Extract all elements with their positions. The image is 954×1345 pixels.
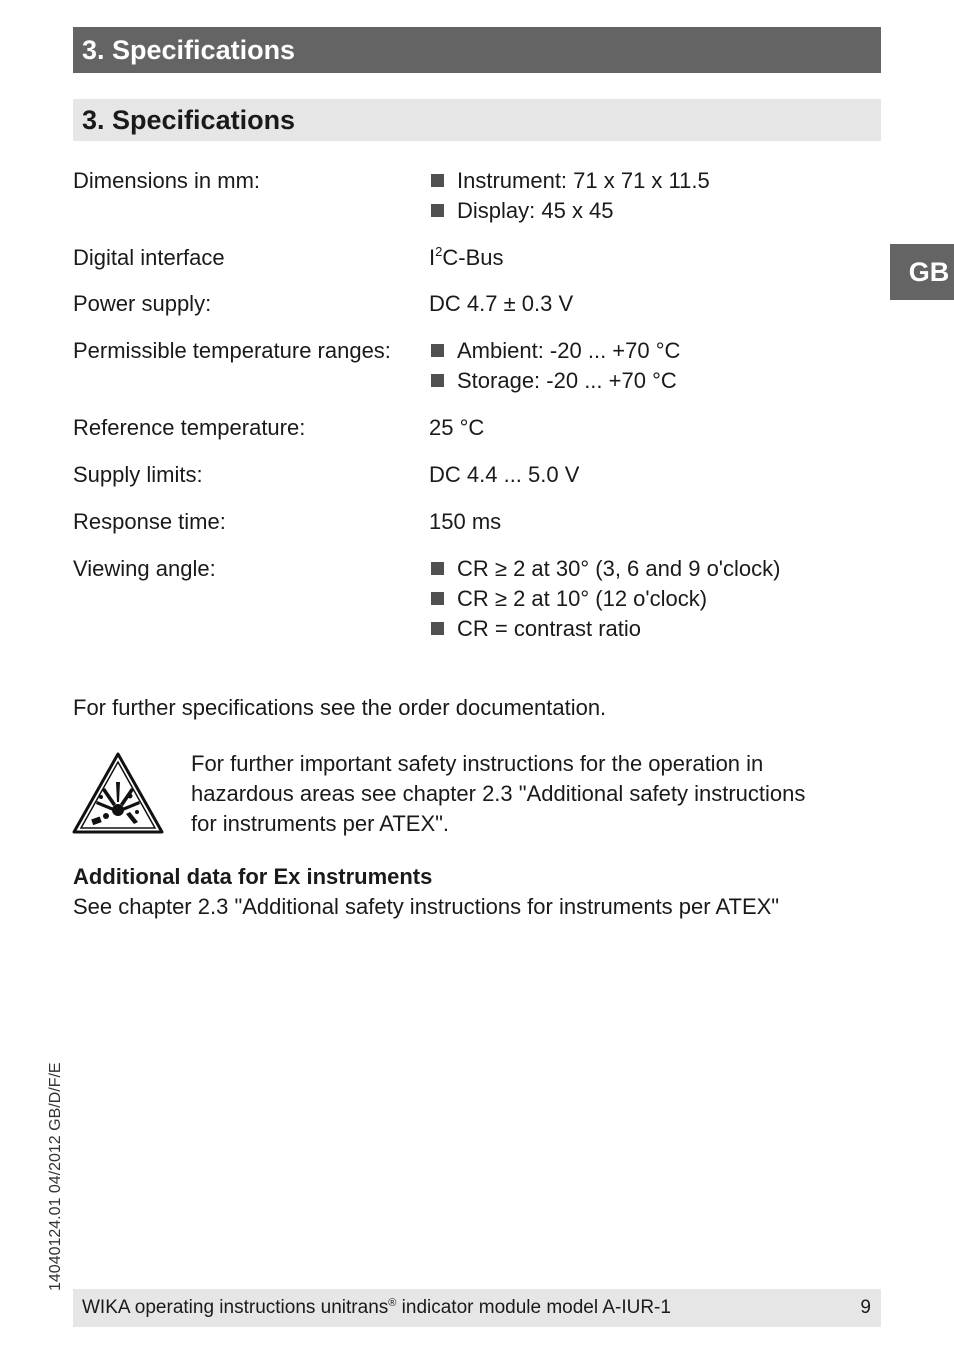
bullet-text: Instrument: 71 x 71 x 11.5 xyxy=(457,168,710,193)
further-specs-text: For further specifications see the order documentation. xyxy=(73,695,607,720)
header-title: 3. Specifications xyxy=(82,35,296,65)
value-suffix: C-Bus xyxy=(442,245,504,270)
spec-value-digital-interface xyxy=(429,243,503,273)
spec-value-temperature-ranges xyxy=(429,336,680,396)
footer-text-part: WIKA operating instructions unitrans xyxy=(82,1297,389,1318)
spec-value-dimensions xyxy=(429,166,710,226)
spec-value-response-time: 150 ms xyxy=(429,509,502,534)
square-bullet-icon xyxy=(431,174,444,187)
bullet-item xyxy=(429,554,780,584)
spec-label-dimensions: Dimensions in mm: xyxy=(73,168,261,193)
bullet-item xyxy=(429,196,710,226)
warning-text xyxy=(191,749,805,839)
spec-label-viewing-angle: Viewing angle: xyxy=(73,556,216,581)
square-bullet-icon xyxy=(431,374,444,387)
bullet-item xyxy=(429,166,710,196)
spec-label-power-supply: Power supply: xyxy=(73,291,212,316)
spec-value-power-supply: DC 4.7 ± 0.3 V xyxy=(429,291,574,316)
spec-label-reference-temperature: Reference temperature: xyxy=(73,415,306,440)
bullet-item xyxy=(429,584,780,614)
spec-value-reference-temperature: 25 °C xyxy=(429,415,485,440)
language-tab-label: GB xyxy=(908,257,950,287)
value-prefix: I xyxy=(429,245,436,270)
bullet-item xyxy=(429,366,680,396)
registered-mark: ® xyxy=(388,1297,397,1309)
bullet-text: Ambient: -20 ... +70 °C xyxy=(457,338,681,363)
spec-label-response-time: Response time: xyxy=(73,509,226,534)
warning-line: hazardous areas see chapter 2.3 "Additional safety instructions xyxy=(191,781,806,806)
warning-line: for instruments per ATEX". xyxy=(191,811,450,836)
ex-data-heading: Additional data for Ex instruments xyxy=(73,864,433,889)
bullet-item xyxy=(429,614,780,644)
bullet-text: CR ≥ 2 at 10° (12 o'clock) xyxy=(457,586,708,611)
bullet-item xyxy=(429,336,680,366)
square-bullet-icon xyxy=(431,622,444,635)
value-superscript: 2 xyxy=(435,244,443,259)
spec-label-supply-limits: Supply limits: xyxy=(73,462,203,487)
bullet-text: Storage: -20 ... +70 °C xyxy=(457,368,677,393)
bullet-text: CR = contrast ratio xyxy=(457,616,642,641)
bullet-text: Display: 45 x 45 xyxy=(457,198,614,223)
footer-text xyxy=(82,1297,671,1318)
header-bar xyxy=(73,27,881,73)
language-tab xyxy=(890,244,954,300)
bullet-text: CR ≥ 2 at 30° (3, 6 and 9 o'clock) xyxy=(457,556,781,581)
square-bullet-icon xyxy=(431,204,444,217)
ex-data-text: See chapter 2.3 "Additional safety instructions for instruments per ATEX" xyxy=(73,894,780,919)
square-bullet-icon xyxy=(431,344,444,357)
spec-value-supply-limits: DC 4.4 ... 5.0 V xyxy=(429,462,580,487)
document-code: 14040124.01 04/2012 GB/D/F/E xyxy=(47,1062,64,1291)
section-heading-bar xyxy=(73,99,881,141)
square-bullet-icon xyxy=(431,592,444,605)
spec-value-viewing-angle xyxy=(429,554,780,644)
footer-text-part: indicator module model A-IUR-1 xyxy=(396,1297,671,1318)
page-number: 9 xyxy=(860,1297,871,1318)
warning-line: For further important safety instructions for the operation in xyxy=(191,751,764,776)
spec-label-digital-interface: Digital interface xyxy=(73,245,225,270)
explosion-hazard-icon xyxy=(72,752,164,834)
spec-label-temperature-ranges: Permissible temperature ranges: xyxy=(73,338,391,363)
section-title: 3. Specifications xyxy=(82,105,296,135)
square-bullet-icon xyxy=(431,562,444,575)
footer-bar xyxy=(73,1289,881,1327)
